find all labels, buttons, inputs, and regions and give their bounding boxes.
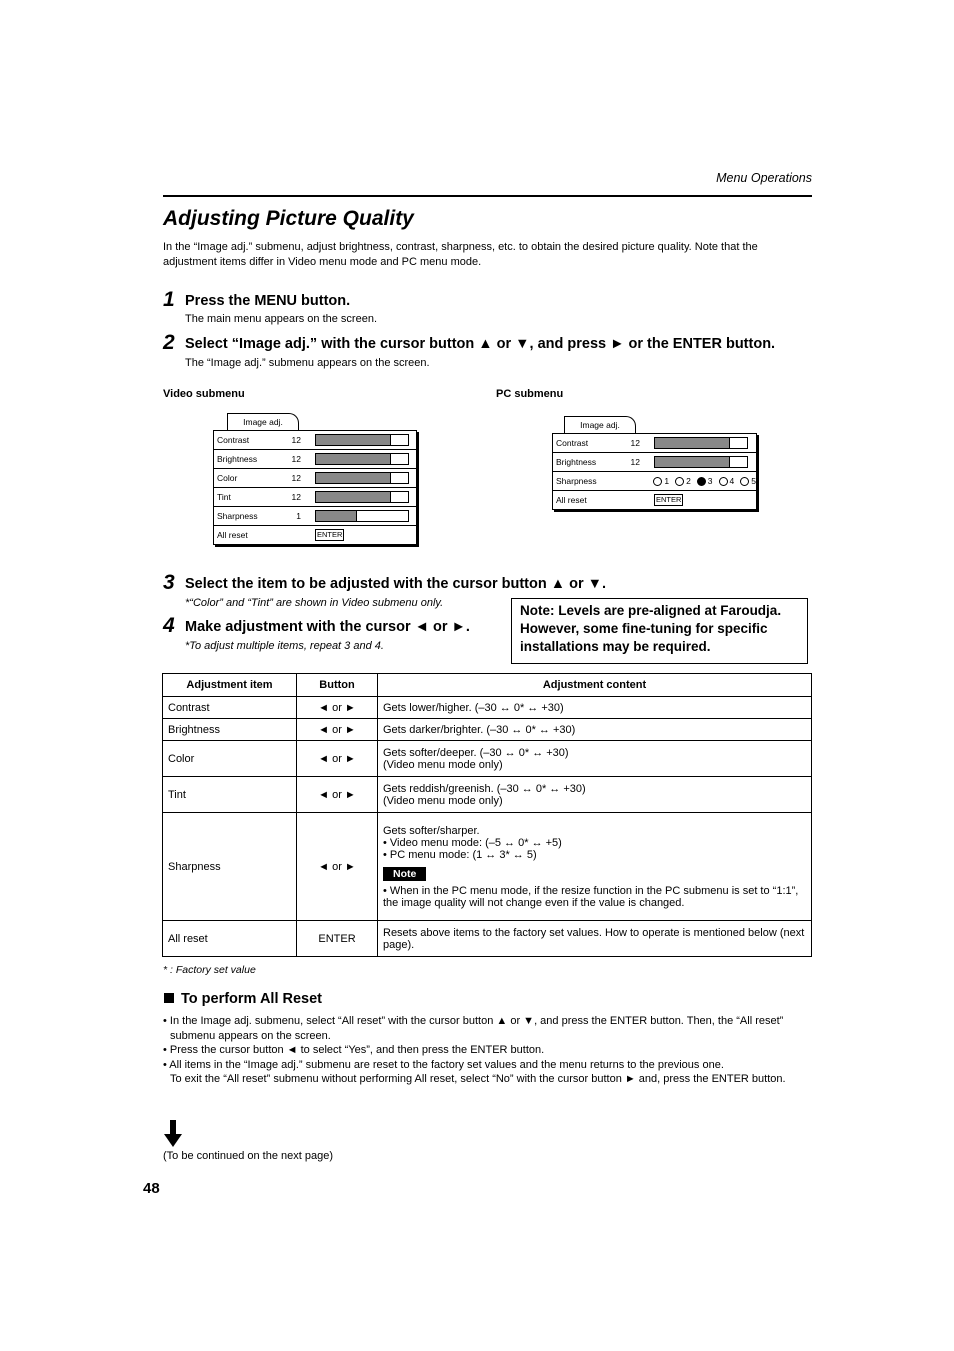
table-cell-item: All reset xyxy=(163,921,297,957)
osd-level-fill xyxy=(316,511,357,521)
factory-footnote: * : Factory set value xyxy=(163,964,256,976)
continued-note: (To be continued on the next page) xyxy=(163,1150,334,1162)
radio-dot-icon xyxy=(719,477,728,486)
table-row xyxy=(163,813,812,921)
osd-level-fill xyxy=(655,457,730,467)
page-title: Adjusting Picture Quality xyxy=(163,207,414,230)
radio-dot-icon xyxy=(653,477,662,486)
step-3-sub: *“Color” and “Tint” are shown in Video submenu only. xyxy=(185,597,444,609)
osd-row-all-reset xyxy=(553,491,756,509)
osd-level-bar xyxy=(315,472,409,484)
adjustment-table xyxy=(162,673,812,957)
video-osd-tab: Image adj. xyxy=(227,413,299,430)
table-cell-content xyxy=(378,777,812,813)
content-line: Gets softer/sharper. xyxy=(383,824,480,837)
osd-level-bar xyxy=(315,491,409,503)
osd-item-name: Sharpness xyxy=(217,511,258,521)
osd-item-value: 12 xyxy=(630,457,640,467)
table-row xyxy=(163,697,812,719)
osd-item-name: Brightness xyxy=(217,454,258,464)
table-cell-button: ◄ or ► xyxy=(297,741,378,777)
header-rule xyxy=(163,195,812,197)
step-4-number: 4 xyxy=(163,614,175,637)
table-cell-content xyxy=(378,813,812,921)
osd-item-value: 12 xyxy=(291,492,301,502)
osd-row-color xyxy=(214,469,416,488)
osd-level-bar xyxy=(315,510,409,522)
list-item: To exit the “All reset” submenu without performing All reset, select “No” with the cursor button ► and, press the ENTER button. xyxy=(170,1073,786,1085)
table-cell-item: Tint xyxy=(163,777,297,813)
pc-osd-tab: Image adj. xyxy=(564,416,636,433)
osd-item-name: All reset xyxy=(217,530,248,540)
osd-level-fill xyxy=(316,492,391,502)
list-item: • All items in the “Image adj.” submenu are reset to the factory set values and the menu returns to the previous one. xyxy=(163,1058,724,1071)
osd-item-name: Contrast xyxy=(556,438,589,448)
osd-level-bar xyxy=(654,456,748,468)
down-arrow-icon xyxy=(164,1120,182,1148)
osd-item-name: Color xyxy=(217,473,238,483)
osd-level-bar xyxy=(315,434,409,446)
sharpness-option-label: 2 xyxy=(686,476,691,486)
table-row xyxy=(163,777,812,813)
content-line: (Video menu mode only) xyxy=(383,794,503,807)
step-2-title: Select “Image adj.” with the cursor button ▲ or ▼, and press ► or the ENTER button. xyxy=(185,336,776,352)
column-header: Adjustment item xyxy=(163,674,297,697)
step-1-number: 1 xyxy=(163,288,175,311)
table-cell-button: ENTER xyxy=(297,921,378,957)
osd-row-sharpness xyxy=(553,472,756,491)
osd-enter-key: ENTER xyxy=(656,495,682,504)
osd-level-fill xyxy=(316,473,391,483)
osd-item-value: 12 xyxy=(291,435,301,445)
faroudja-note-box xyxy=(511,598,808,664)
pc-osd-panel xyxy=(552,433,757,510)
osd-item-name: Tint xyxy=(217,492,231,502)
osd-item-value: 12 xyxy=(291,473,301,483)
osd-row-all-reset xyxy=(214,526,416,544)
radio-dot-icon xyxy=(675,477,684,486)
osd-item-name: Brightness xyxy=(556,457,597,467)
osd-level-fill xyxy=(316,454,391,464)
sharpness-option-3 xyxy=(697,476,713,486)
section-label: Menu Operations xyxy=(716,171,812,185)
table-header-row xyxy=(163,674,812,697)
intro-text: In the “Image adj.” submenu, adjust brightness, contrast, sharpness, etc. to obtain the desired picture quality. Note that the adjustment items differ in Video menu mode and PC menu mode. xyxy=(163,241,758,268)
osd-level-fill xyxy=(316,435,391,445)
table-row xyxy=(163,719,812,741)
osd-row-contrast xyxy=(553,434,756,453)
pc-submenu-label: PC submenu xyxy=(496,388,564,400)
osd-item-value: 1 xyxy=(296,511,301,521)
table-cell-button: ◄ or ► xyxy=(297,719,378,741)
osd-level-bar xyxy=(654,437,748,449)
all-reset-heading: To perform All Reset xyxy=(181,991,322,1007)
step-4-title: Make adjustment with the cursor ◄ or ►. xyxy=(185,619,470,635)
osd-level-fill xyxy=(655,438,730,448)
sharpness-option-2 xyxy=(675,476,691,486)
step-3-number: 3 xyxy=(163,571,175,594)
sharpness-option-label: 3 xyxy=(707,476,713,486)
video-submenu-label: Video submenu xyxy=(163,388,245,400)
table-cell-content: Gets lower/higher. (–30 ↔ 0* ↔ +30) xyxy=(378,697,812,719)
table-cell-item: Brightness xyxy=(163,719,297,741)
note-line: However, some fine-tuning for specific xyxy=(520,621,768,636)
table-row xyxy=(163,741,812,777)
content-line: (Video menu mode only) xyxy=(383,758,503,771)
table-cell-content xyxy=(378,741,812,777)
content-line: Gets reddish/greenish. (–30 ↔ 0* ↔ +30) xyxy=(383,782,586,795)
radio-dot-icon xyxy=(740,477,749,486)
osd-enter-key: ENTER xyxy=(317,530,343,539)
step-1-sub: The main menu appears on the screen. xyxy=(185,313,378,325)
square-bullet-icon xyxy=(164,993,174,1003)
list-item: • Press the cursor button ◄ to select “Yes”, and then press the ENTER button. xyxy=(163,1044,545,1056)
osd-row-tint xyxy=(214,488,416,507)
step-2-number: 2 xyxy=(163,331,175,354)
step-2-sub: The “Image adj.” submenu appears on the screen. xyxy=(185,357,430,369)
note-badge: Note xyxy=(383,867,426,881)
sharpness-option-label: 1 xyxy=(664,476,670,486)
page-number: 48 xyxy=(143,1180,160,1197)
sharpness-option-5 xyxy=(740,476,756,486)
step-1-title: Press the MENU button. xyxy=(185,293,351,309)
column-header: Adjustment content xyxy=(378,674,812,697)
sharpness-option-label: 5 xyxy=(751,476,756,486)
osd-item-name: Contrast xyxy=(217,435,250,445)
list-item: • In the Image adj. submenu, select “All reset” with the cursor button ▲ or ▼, and press the ENTER button. Then, the “All reset” submenu appears on the screen. xyxy=(163,1015,784,1042)
table-cell-item: Sharpness xyxy=(163,813,297,921)
table-cell-button: ◄ or ► xyxy=(297,697,378,719)
table-row xyxy=(163,921,812,957)
all-reset-list xyxy=(163,1014,803,1087)
table-cell-item: Contrast xyxy=(163,697,297,719)
osd-item-name: All reset xyxy=(556,495,587,505)
radio-dot-selected-icon xyxy=(697,477,706,486)
table-cell-button: ◄ or ► xyxy=(297,777,378,813)
osd-item-value: 12 xyxy=(630,438,640,448)
osd-row-brightness xyxy=(553,453,756,472)
content-line: • PC menu mode: (1 ↔ 3* ↔ 5) xyxy=(383,848,537,861)
table-cell-content: Resets above items to the factory set values. How to operate is mentioned below (next page). xyxy=(378,921,812,957)
osd-level-bar xyxy=(315,453,409,465)
step-4-sub: *To adjust multiple items, repeat 3 and 4. xyxy=(185,640,384,652)
content-line: • Video menu mode: (–5 ↔ 0* ↔ +5) xyxy=(383,836,562,849)
content-line: Gets softer/deeper. (–30 ↔ 0* ↔ +30) xyxy=(383,746,569,759)
column-header: Button xyxy=(297,674,378,697)
video-osd-panel xyxy=(213,430,417,545)
content-note: • When in the PC menu mode, if the resize function in the PC submenu is set to “1:1”, the image quality will not change even if the value is changed. xyxy=(383,884,799,909)
osd-row-contrast xyxy=(214,431,416,450)
osd-item-name: Sharpness xyxy=(556,476,597,486)
sharpness-option-4 xyxy=(719,476,735,486)
table-cell-content: Gets darker/brighter. (–30 ↔ 0* ↔ +30) xyxy=(378,719,812,741)
table-cell-item: Color xyxy=(163,741,297,777)
note-line: installations may be required. xyxy=(520,639,711,654)
note-line: Note: Levels are pre-aligned at Faroudja. xyxy=(520,603,782,618)
step-3-title: Select the item to be adjusted with the cursor button ▲ or ▼. xyxy=(185,576,607,592)
sharpness-option-1 xyxy=(653,476,669,486)
table-cell-button: ◄ or ► xyxy=(297,813,378,921)
osd-row-brightness xyxy=(214,450,416,469)
osd-row-sharpness xyxy=(214,507,416,526)
osd-item-value: 12 xyxy=(291,454,301,464)
sharpness-option-label: 4 xyxy=(729,476,735,486)
